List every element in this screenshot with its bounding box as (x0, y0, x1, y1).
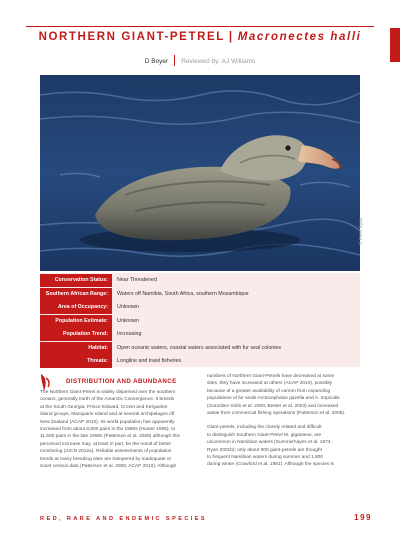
fact-value: Waters off Namibia, South Africa, southern Mozambique (117, 290, 249, 297)
author-name: D Boyer (144, 58, 169, 65)
fact-label: Habitat: (40, 342, 112, 355)
fact-value: Unknown (117, 317, 140, 324)
fact-row-habitat (40, 342, 360, 355)
body-line: to distinguish Southern Giant-Petrel M. giganteus, are (207, 432, 322, 438)
fact-value: Unknown (117, 304, 140, 310)
fact-row-range (40, 288, 360, 301)
fact-value: Longline and trawl fisheries (117, 358, 182, 364)
fact-row-population-trend (40, 328, 360, 341)
paragraph-gap (207, 417, 362, 424)
body-line: oceans, generally north of the Antarctic Convergence. It breeds (40, 397, 175, 403)
reviewer-name: Reviewed by: AJ Williams (181, 58, 256, 65)
fact-value: Increasing (117, 331, 142, 337)
body-line: during winter (Crawford et al. 1991). Although the species is (207, 462, 334, 468)
body-line: island groups, Macquarie Island and at several archipelagos off (40, 412, 175, 418)
body-column-left (40, 389, 190, 470)
fact-label: Southern African Range: (40, 288, 112, 301)
body-line: because of a greater availability of carrion from expanding (207, 388, 331, 394)
body-line: scant census data (Patterson et al. 2008, ACAP 2010). Although (40, 464, 177, 470)
body-line: at the South Georgia, Prince Edward, Crozet and Kerguelen (40, 404, 168, 410)
title-separator: | (228, 31, 234, 43)
body-line: Ryan 2001b); only about 900 giant-petrels are thought (207, 447, 322, 453)
body-column-right (207, 373, 362, 469)
body-line: populations of fur seals Arctocephalus gazella and A. tropicalis (207, 396, 340, 402)
fact-row-area-of-occupancy (40, 301, 360, 314)
petrel-image (40, 75, 360, 271)
scientific-name: Macronectes halli (237, 31, 362, 43)
body-line: Giant-petrels, including the closely related and difficult (207, 425, 322, 431)
body-line: trends at many breeding sites are hampered by inadequate or (40, 456, 172, 462)
byline-divider (174, 55, 175, 66)
body-line: numbers of Northern Giant-Petrels have decreased at some (207, 374, 335, 379)
fact-label: Area of Occupancy: (40, 301, 112, 314)
fact-value: Open oceanic waters, coastal waters associated with fur seal colonies (117, 344, 281, 351)
body-line: waste from commercial fishing operations (Patterson et al. 2008). (207, 411, 346, 417)
body-line: increased from about 8,600 pairs in the 1980s (Hunter 1985), to (40, 427, 176, 433)
body-line: perceived increase may, at least in part, be the result of better (40, 441, 172, 447)
photo-credit: © Peter Ryan (358, 217, 363, 245)
fact-row-conservation-status (40, 274, 360, 287)
bird-photo (40, 75, 360, 271)
fact-value: Near Threatened (117, 277, 157, 283)
fact-label: Threats: (40, 355, 112, 368)
body-line: 11,500 pairs in the late 1990s (Patterson et al. 2008) although this (40, 434, 180, 440)
byline (0, 55, 400, 66)
body-line: sites, they have increased at others (ACAP 2010), possibly (207, 381, 332, 387)
species-title (0, 31, 400, 43)
fact-label: Conservation Status: (40, 274, 112, 287)
section-heading: DISTRIBUTION AND ABUNDANCE (66, 378, 177, 385)
body-line: uncommon in Namibian waters (Summerhayes et al. 1974, (207, 440, 332, 446)
fact-table (40, 273, 360, 367)
common-name: NORTHERN GIANT-PETREL (38, 31, 225, 43)
fact-label: Population Estimate: (40, 315, 112, 328)
body-line: to frequent Namibian waters during summer and 1,800 (207, 455, 323, 461)
body-line: New Zealand (ACAP 2010). Its world population has apparently (40, 419, 175, 425)
page-number: 199 (354, 513, 372, 522)
body-line: The Northern Giant-Petrel is widely dispersed over the southern (40, 390, 176, 395)
fact-row-threats (40, 355, 360, 368)
body-line: monitoring (IUCN 2012a). Reliable assessments of population (40, 449, 172, 455)
top-rule (26, 26, 374, 27)
running-footer: RED, RARE AND ENDEMIC SPECIES (40, 516, 207, 522)
body-line: (González-Solís et al. 2000, Bester et al. 2003) and increased (207, 403, 339, 409)
fact-label: Population Trend: (40, 328, 112, 341)
fact-row-population-estimate (40, 315, 360, 328)
